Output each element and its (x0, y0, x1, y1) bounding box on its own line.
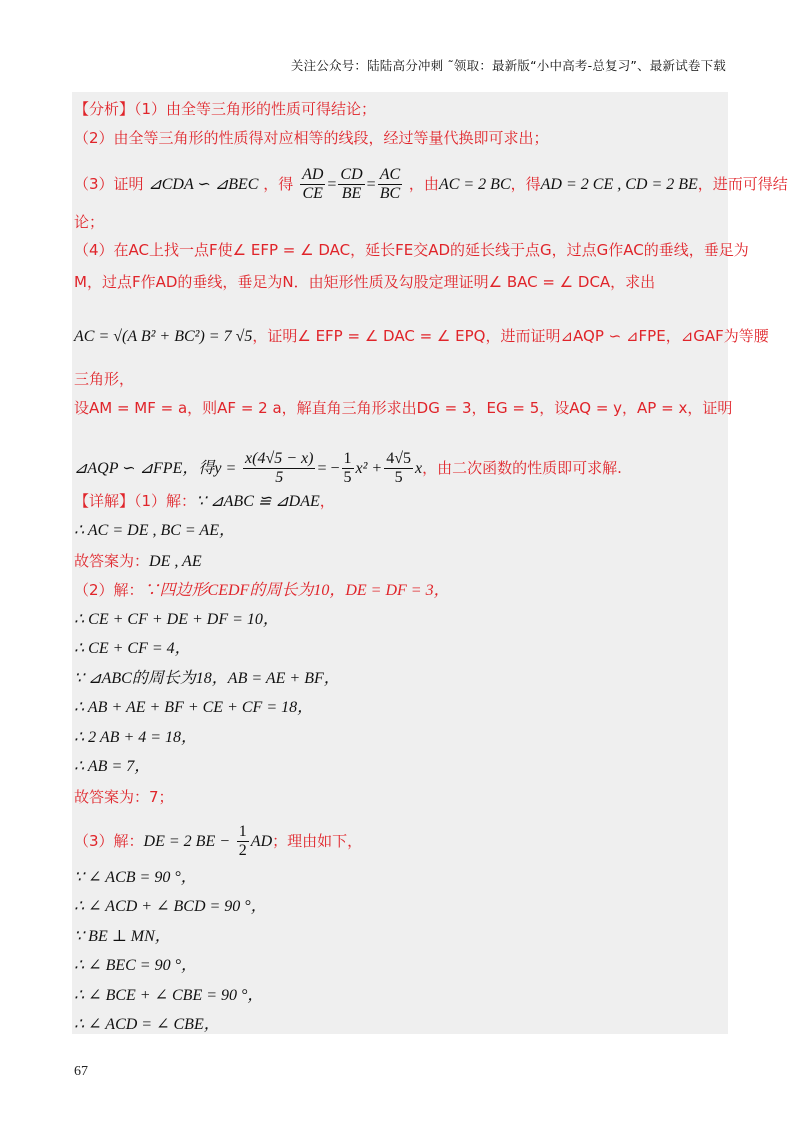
analysis-10-suffix: ，由二次函数的性质即可求解. (422, 459, 622, 477)
fraction-ac-bc: $\frac{AC}{BC}$ (379, 166, 401, 202)
detail-3-reason: ；理由如下， (272, 832, 363, 850)
analysis-3-ad: AD = 2 CE , CD = 2 BE (540, 176, 698, 193)
analysis-line-8: 三角形， (74, 370, 135, 388)
detail-2-prefix: （2）解： (74, 581, 144, 599)
detail-2-text: ∵四边形CEDF的周长为10，DE = DF = 3， (143, 582, 450, 599)
detail-line-4 (74, 580, 728, 601)
detail-line-3 (74, 551, 728, 572)
fraction-one-fifth: $\frac{1}{5}$ (343, 450, 352, 486)
analysis-line-5: （4）在AC上找一点F使∠ EFP = ∠ DAC，延长FE交AD的延长线于点G，过点G作AC的垂线，垂足为 (74, 241, 749, 259)
fraction-4root5-5: $\frac{4√5}{5}$ (386, 450, 412, 486)
detail-line-14: ∴ ∠ ACD + ∠ BCD = 90 °， (74, 898, 267, 915)
page-number: 67 (74, 1064, 88, 1079)
detail-line-16: ∴ ∠ BEC = 90 °， (74, 957, 198, 974)
fraction-one-half: $\frac{1}{2}$ (238, 823, 247, 859)
analysis-3-prefix: （3）证明 (74, 175, 144, 193)
analysis-3-similar: ⊿CDA ∽ ⊿BEC (148, 176, 259, 193)
detail-line-5: ∴ CE + CF + DE + DF = 10， (74, 611, 279, 628)
fraction-ad-ce: $\frac{AD}{CE}$ (302, 166, 324, 202)
analysis-line-10 (74, 450, 728, 487)
detail-tag: 【详解】 (74, 492, 135, 510)
detail-3-expr: DE = 2 BE − (143, 833, 231, 850)
analysis-10-y: y = (214, 460, 237, 477)
analysis-line-1 (74, 99, 728, 119)
analysis-3-suffix: ，进而可得结 (697, 175, 788, 193)
answer-label-1: 故答案为： (74, 552, 150, 570)
detail-1-prefix: （1）解： (134, 492, 197, 510)
ac-length-formula: AC = √(A B² + BC²) = 7 √5 (74, 328, 253, 345)
answer-value-1: DE , AE (149, 553, 202, 570)
analysis-3-ac: AC = 2 BC (438, 176, 511, 193)
detail-line-6: ∴ CE + CF = 4， (74, 640, 191, 657)
detail-line-2: ∴ AC = DE , BC = AE， (74, 522, 235, 539)
fraction-quadratic: $\frac{x(4√5 - x)}{5}$ (245, 450, 314, 486)
analysis-3-get2: ，得 (510, 175, 541, 193)
analysis-text-1: （1）由全等三角形的性质可得结论； (134, 100, 377, 118)
analysis-line-2: （2）由全等三角形的性质得对应相等的线段，经过等量代换即可求出； (74, 129, 549, 147)
detail-line-15: ∵ BE ⊥ MN， (74, 928, 171, 945)
page-header: 关注公众号：陆陆高分冲刺 ˜领取：最新版“小中高考-总复习”、最新试卷下载 (290, 58, 726, 73)
analysis-tag: 【分析】 (74, 100, 135, 118)
detail-line-9: ∴ 2 AB + 4 = 18， (74, 729, 198, 746)
detail-line-7: ∵ ⊿ABC的周长为18，AB = AE + BF， (74, 670, 340, 687)
detail-line-18: ∴ ∠ ACD = ∠ CBE， (74, 1016, 220, 1033)
detail-1-comma: ， (319, 492, 335, 510)
detail-line-17: ∴ ∠ BCE + ∠ CBE = 90 °， (74, 987, 264, 1004)
detail-line-11: 故答案为：7； (74, 788, 174, 806)
detail-line-1 (74, 491, 728, 512)
detail-line-13: ∵ ∠ ACB = 90 °， (74, 869, 197, 886)
detail-line-10: ∴ AB = 7， (74, 758, 151, 775)
analysis-line-7 (74, 326, 769, 347)
detail-3-ad: AD (250, 833, 273, 850)
fraction-cd-be: $\frac{CD}{BE}$ (340, 166, 363, 202)
analysis-10-x2: x² + (355, 460, 383, 477)
analysis-line-3: （3）证明 ⊿CDA ∽ ⊿BEC ，得 $\frac{AD}{CE}$ = $\frac{CD}{BE}$ = $\frac{AC}{BC}$ ，由AC = 2 BC，得AD = 2 CE , CD = 2 BE，进而可得结 (74, 166, 788, 202)
analysis-10-eq: = − (317, 460, 340, 477)
analysis-line-4: 论； (74, 213, 105, 231)
detail-1-congruent: ∵ ⊿ABC ≌ ⊿DAE (196, 493, 320, 510)
analysis-10-similar: ⊿AQP ∽ ⊿FPE，得 (74, 460, 215, 477)
analysis-line-6: M，过点F作AD的垂线，垂足为N．由矩形性质及勾股定理证明∠ BAC = ∠ DCA，求出 (74, 273, 656, 291)
analysis-3-by: ，由 (408, 175, 439, 193)
analysis-10-x: x (415, 460, 423, 477)
detail-3-prefix: （3）解： (74, 832, 144, 850)
analysis-7-text: ，证明∠ EFP = ∠ DAC = ∠ EPQ，进而证明⊿AQP ∽ ⊿FPE，⊿GAF为等腰 (252, 327, 769, 345)
detail-line-8: ∴ AB + AE + BF + CE + CF = 18， (74, 699, 314, 716)
analysis-3-get: ，得 (263, 175, 294, 193)
analysis-line-9: 设AM = MF = a，则AF = 2 a，解直角三角形求出DG = 3，EG = 5，设AQ = y，AP = x，证明 (74, 399, 733, 417)
detail-line-12 (74, 823, 728, 860)
